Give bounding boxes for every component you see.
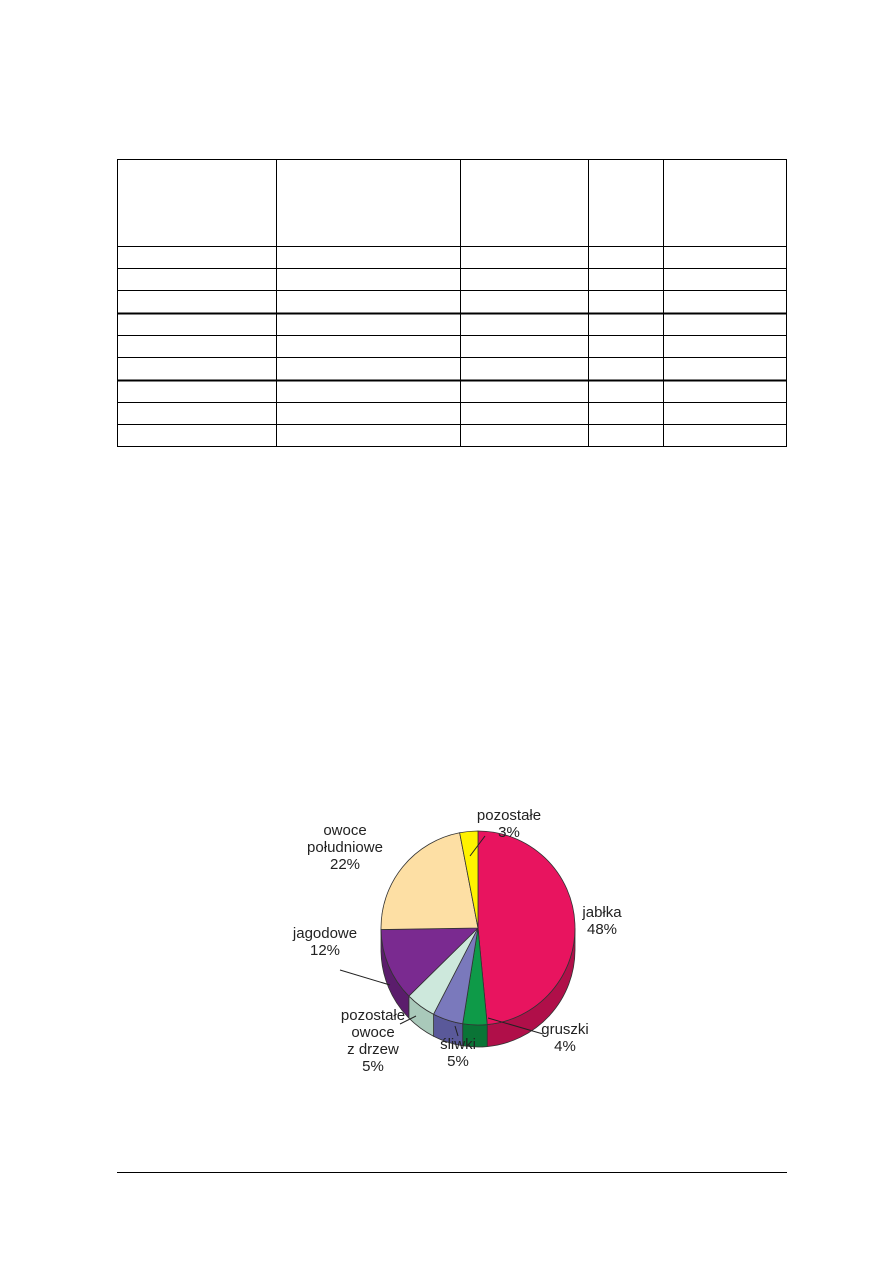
pie-leader-line (340, 970, 390, 985)
pie-slice-label (581, 904, 622, 938)
pie-slice-label-line: 22% (329, 856, 361, 873)
pie-slice-label-line: 5% (447, 1053, 469, 1070)
pie-slice-label-line: jagodowe (292, 925, 358, 942)
pie-slice-label (292, 925, 357, 959)
pie-slice-label-line: 48% (586, 921, 618, 938)
pie-slice-label-line: 5% (362, 1058, 384, 1075)
pie-slice-label-line: 3% (498, 824, 520, 841)
pie-slice-label-line: śliwki (440, 1036, 476, 1053)
pie-slice-label-line: owoce (351, 1024, 395, 1041)
pie-slice-label-line: 12% (309, 942, 341, 959)
pie-slice-label-line: pozostałe (476, 807, 542, 824)
pie-slice-label-line: jabłka (582, 904, 622, 921)
footer-rule (117, 1172, 787, 1173)
pie-slice-label-line: południowe (307, 839, 383, 856)
pie-slice-label (341, 1007, 405, 1075)
pie-tops (381, 831, 575, 1025)
pie-slice-label-line: owoce (323, 822, 367, 839)
pie-slice-label (541, 1021, 589, 1055)
pie-slice-label-line: pozostałe (340, 1007, 406, 1024)
pie-slice-label (307, 822, 383, 873)
pie-slice-label-line: 4% (554, 1038, 576, 1055)
pie-slice-label-line: z drzew (347, 1041, 399, 1058)
pie-slice-label-line: gruszki (541, 1021, 589, 1038)
pie-slice-label (440, 1036, 476, 1070)
